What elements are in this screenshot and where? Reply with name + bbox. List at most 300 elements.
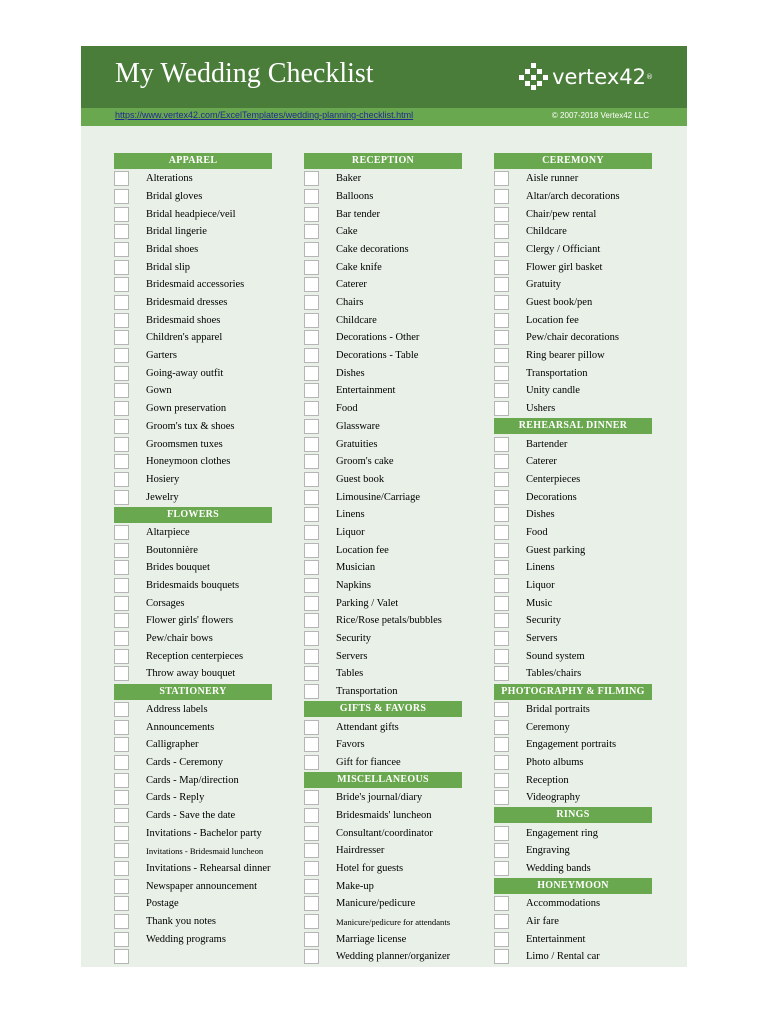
item-checkbox[interactable] — [304, 684, 319, 699]
checklist-item — [304, 295, 462, 311]
checklist-item — [494, 524, 652, 540]
checklist-item — [114, 701, 272, 717]
checklist-item — [114, 365, 272, 381]
item-checkbox[interactable] — [114, 755, 129, 770]
item-checkbox[interactable] — [114, 437, 129, 452]
item-checkbox[interactable] — [494, 348, 509, 363]
checklist-item — [494, 383, 652, 399]
item-checkbox[interactable] — [114, 649, 129, 664]
item-checkbox[interactable] — [304, 277, 319, 292]
item-label: Honeymoon clothes — [146, 456, 231, 468]
checklist-item — [494, 613, 652, 629]
checklist-item — [304, 896, 462, 912]
item-label: Ushers — [526, 403, 556, 415]
item-checkbox[interactable] — [304, 525, 319, 540]
checklist-item — [114, 631, 272, 647]
item-label: Childcare — [526, 226, 567, 238]
checklist-item — [304, 560, 462, 576]
item-label: Musician — [336, 562, 376, 574]
section-header: PHOTOGRAPHY & FILMING — [494, 684, 652, 700]
item-label: Bridesmaids bouquets — [146, 580, 240, 591]
item-checkbox[interactable] — [304, 543, 319, 558]
checklist-item — [114, 666, 272, 682]
item-label: Unity candle — [526, 385, 580, 397]
item-checkbox[interactable] — [114, 737, 129, 752]
checklist-item — [114, 560, 272, 576]
item-label: Postage — [146, 898, 179, 910]
checklist-item — [304, 825, 462, 841]
logo-text: vertex42 — [552, 65, 646, 89]
checklist-item — [304, 436, 462, 452]
checklist-item — [304, 454, 462, 470]
item-checkbox[interactable] — [494, 437, 509, 452]
checklist-item — [494, 666, 652, 682]
item-checkbox[interactable] — [304, 472, 319, 487]
item-checkbox[interactable] — [114, 171, 129, 186]
checklist-item — [114, 171, 272, 187]
item-label: Location fee — [336, 544, 389, 556]
item-checkbox[interactable] — [114, 773, 129, 788]
item-label: Bridal lingerie — [146, 226, 207, 238]
item-label: Flower girl basket — [526, 261, 603, 273]
item-checkbox[interactable] — [114, 207, 129, 222]
item-label: Boutonnière — [146, 544, 198, 556]
item-checkbox[interactable] — [494, 613, 509, 628]
checklist-item — [304, 737, 462, 753]
item-label: Address labels — [146, 703, 208, 715]
checklist-item — [114, 383, 272, 399]
checklist-item — [114, 825, 272, 841]
item-label: Gown — [146, 385, 172, 397]
item-checkbox[interactable] — [114, 808, 129, 823]
item-label: Guest book/pen — [526, 297, 593, 308]
checklist-item — [114, 896, 272, 912]
item-label: Baker — [336, 173, 362, 185]
item-checkbox[interactable] — [494, 383, 509, 398]
item-checkbox[interactable] — [114, 843, 129, 858]
item-checkbox[interactable] — [304, 755, 319, 770]
item-label: Bridal slip — [146, 261, 191, 273]
item-checkbox[interactable] — [114, 543, 129, 558]
checklist-item — [494, 861, 652, 877]
item-checkbox[interactable] — [304, 896, 319, 911]
section-header: GIFTS & FAVORS — [304, 701, 462, 717]
item-checkbox[interactable] — [304, 419, 319, 434]
checklist-item — [114, 471, 272, 487]
item-checkbox[interactable] — [114, 896, 129, 911]
item-label: Food — [336, 403, 358, 415]
checklist-column-2 — [304, 153, 462, 967]
item-label: Wedding planner/organizer — [336, 951, 451, 963]
checklist-item — [304, 277, 462, 293]
item-label: Decorations - Other — [336, 332, 420, 344]
checklist-item — [304, 348, 462, 364]
item-checkbox[interactable] — [114, 348, 129, 363]
item-label: Security — [336, 633, 371, 645]
checklist-item — [494, 259, 652, 275]
checklist-item — [494, 348, 652, 364]
item-checkbox[interactable] — [114, 560, 129, 575]
checklist-item — [304, 489, 462, 505]
checklist-item — [304, 542, 462, 558]
checklist-item — [494, 631, 652, 647]
item-checkbox[interactable] — [494, 507, 509, 522]
item-checkbox[interactable] — [304, 366, 319, 381]
item-checkbox[interactable] — [494, 790, 509, 805]
item-label: Aisle runner — [526, 173, 579, 185]
item-checkbox[interactable] — [304, 720, 319, 735]
checklist-item — [494, 365, 652, 381]
item-checkbox[interactable] — [304, 914, 319, 929]
item-label: Bridal portraits — [526, 703, 590, 715]
checklist-item — [304, 171, 462, 187]
item-checkbox[interactable] — [494, 932, 509, 947]
checklist-item — [494, 188, 652, 204]
template-link[interactable]: https://www.vertex42.com/ExcelTemplates/wedding-planning-checklist.html — [115, 110, 414, 120]
item-label: Invitations - Bridesmaid luncheon — [146, 845, 264, 856]
item-checkbox[interactable] — [494, 737, 509, 752]
item-label: Linens — [336, 509, 365, 521]
checklist-item — [304, 684, 462, 700]
item-label: Manicure/pedicure — [336, 898, 416, 910]
item-checkbox[interactable] — [304, 348, 319, 363]
item-label: Gratuities — [336, 438, 378, 450]
item-label: Servers — [526, 633, 558, 645]
item-label: Invitations - Bachelor party — [146, 827, 262, 839]
checklist-item — [304, 949, 462, 965]
section-header: APPAREL — [114, 153, 272, 169]
section-header: FLOWERS — [114, 507, 272, 523]
checklist-item — [494, 790, 652, 806]
item-label: Bridal headpiece/veil — [146, 208, 236, 220]
checklist-item — [494, 825, 652, 841]
item-checkbox[interactable] — [494, 242, 509, 257]
item-label: Cards - Map/direction — [146, 774, 239, 786]
item-checkbox[interactable] — [304, 490, 319, 505]
item-checkbox[interactable] — [494, 560, 509, 575]
item-checkbox[interactable] — [304, 260, 319, 275]
checklist-item — [494, 542, 652, 558]
item-checkbox[interactable] — [114, 949, 129, 964]
checklist-item — [114, 719, 272, 735]
item-label: Children's apparel — [146, 332, 223, 344]
item-checkbox[interactable] — [304, 596, 319, 611]
item-checkbox[interactable] — [304, 224, 319, 239]
checklist-item — [494, 701, 652, 717]
checklist-item — [114, 595, 272, 611]
checklist-item — [304, 878, 462, 894]
item-label: Groom's cake — [336, 456, 394, 468]
item-checkbox[interactable] — [494, 896, 509, 911]
item-checkbox[interactable] — [494, 631, 509, 646]
checklist-item — [304, 914, 462, 930]
item-label: Wedding bands — [526, 863, 591, 874]
item-label: Newspaper announcement — [146, 880, 258, 892]
item-checkbox[interactable] — [304, 578, 319, 593]
item-checkbox[interactable] — [494, 755, 509, 770]
item-checkbox[interactable] — [304, 207, 319, 222]
item-label: Guest parking — [526, 544, 586, 556]
checklist-item — [114, 878, 272, 894]
item-checkbox[interactable] — [304, 808, 319, 823]
item-checkbox[interactable] — [304, 861, 319, 876]
checklist-item — [304, 666, 462, 682]
item-checkbox[interactable] — [304, 507, 319, 522]
checklist-page — [81, 46, 687, 967]
checklist-item — [114, 772, 272, 788]
checklist-item — [114, 295, 272, 311]
item-label: Glassware — [336, 420, 380, 432]
checklist-item — [114, 949, 272, 965]
item-label: Consultant/coordinator — [336, 827, 433, 839]
checklist-item — [304, 790, 462, 806]
item-label: Napkins — [336, 580, 371, 591]
checklist-item — [494, 578, 652, 594]
item-label: Clergy / Officiant — [526, 243, 601, 255]
item-checkbox[interactable] — [114, 490, 129, 505]
item-checkbox[interactable] — [494, 189, 509, 204]
item-checkbox[interactable] — [304, 666, 319, 681]
item-checkbox[interactable] — [114, 720, 129, 735]
item-checkbox[interactable] — [494, 720, 509, 735]
item-label: Chair/pew rental — [526, 208, 597, 220]
item-label: Ceremony — [526, 721, 570, 733]
item-checkbox[interactable] — [494, 171, 509, 186]
item-checkbox[interactable] — [304, 401, 319, 416]
item-label: Engagement portraits — [526, 739, 617, 751]
item-checkbox[interactable] — [304, 454, 319, 469]
section-header: HONEYMOON — [494, 878, 652, 894]
item-checkbox[interactable] — [494, 861, 509, 876]
checklist-item — [494, 772, 652, 788]
item-checkbox[interactable] — [494, 702, 509, 717]
checklist-item — [304, 931, 462, 947]
item-label: Bar tender — [336, 208, 381, 220]
item-checkbox[interactable] — [114, 330, 129, 345]
item-checkbox[interactable] — [304, 932, 319, 947]
item-checkbox[interactable] — [114, 631, 129, 646]
item-label: Corsages — [146, 597, 185, 609]
item-checkbox[interactable] — [304, 383, 319, 398]
item-checkbox[interactable] — [494, 666, 509, 681]
item-label: Thank you notes — [146, 916, 216, 928]
item-checkbox[interactable] — [304, 613, 319, 628]
item-checkbox[interactable] — [114, 383, 129, 398]
item-label: Throw away bouquet — [146, 668, 236, 680]
item-label: Marriage license — [336, 933, 407, 945]
item-checkbox[interactable] — [494, 596, 509, 611]
item-checkbox[interactable] — [494, 224, 509, 239]
item-checkbox[interactable] — [114, 472, 129, 487]
item-checkbox[interactable] — [114, 790, 129, 805]
item-checkbox[interactable] — [304, 843, 319, 858]
item-checkbox[interactable] — [494, 543, 509, 558]
item-label: Cards - Reply — [146, 792, 205, 804]
item-label: Cake decorations — [336, 243, 409, 255]
checklist-item — [304, 206, 462, 222]
item-label: Pew/chair bows — [146, 633, 213, 645]
item-checkbox[interactable] — [304, 295, 319, 310]
item-checkbox[interactable] — [494, 207, 509, 222]
item-checkbox[interactable] — [114, 826, 129, 841]
checklist-item — [114, 790, 272, 806]
item-checkbox[interactable] — [114, 189, 129, 204]
checklist-item — [494, 507, 652, 523]
item-checkbox[interactable] — [494, 313, 509, 328]
item-label: Cake — [336, 226, 358, 238]
item-checkbox[interactable] — [304, 437, 319, 452]
item-checkbox[interactable] — [304, 313, 319, 328]
item-checkbox[interactable] — [114, 596, 129, 611]
item-label: Cards - Save the date — [146, 809, 236, 821]
item-checkbox[interactable] — [494, 525, 509, 540]
item-checkbox[interactable] — [494, 914, 509, 929]
item-checkbox[interactable] — [304, 560, 319, 575]
item-label: Linens — [526, 562, 555, 574]
checklist-item — [304, 578, 462, 594]
checklist-item — [304, 259, 462, 275]
checklist-item — [494, 436, 652, 452]
item-checkbox[interactable] — [114, 295, 129, 310]
item-label: Guest book — [336, 473, 385, 485]
item-checkbox[interactable] — [114, 366, 129, 381]
item-checkbox[interactable] — [304, 330, 319, 345]
item-label: Attendant gifts — [336, 721, 399, 733]
item-checkbox[interactable] — [114, 277, 129, 292]
item-checkbox[interactable] — [114, 260, 129, 275]
item-label: Balloons — [336, 190, 374, 202]
checklist-item — [114, 277, 272, 293]
item-checkbox[interactable] — [304, 171, 319, 186]
item-checkbox[interactable] — [114, 578, 129, 593]
item-checkbox[interactable] — [304, 879, 319, 894]
item-checkbox[interactable] — [494, 366, 509, 381]
checklist-item — [114, 931, 272, 947]
item-label: Engagement ring — [526, 827, 599, 839]
item-label: Engraving — [526, 845, 570, 857]
item-label: Brides bouquet — [146, 562, 210, 574]
item-checkbox[interactable] — [494, 277, 509, 292]
checklist-item — [494, 489, 652, 505]
checklist-item — [494, 277, 652, 293]
item-checkbox[interactable] — [494, 949, 509, 964]
item-label: Altar/arch decorations — [526, 190, 620, 202]
item-checkbox[interactable] — [114, 932, 129, 947]
item-checkbox[interactable] — [114, 879, 129, 894]
item-checkbox[interactable] — [114, 666, 129, 681]
checklist-item — [304, 312, 462, 328]
item-label: Bridesmaid dresses — [146, 297, 228, 308]
item-label: Gown preservation — [146, 403, 227, 415]
item-label: Caterer — [526, 456, 557, 468]
item-checkbox[interactable] — [494, 454, 509, 469]
item-label: Servers — [336, 650, 368, 662]
item-label: Sound system — [526, 650, 585, 662]
item-checkbox[interactable] — [114, 224, 129, 239]
item-checkbox[interactable] — [494, 773, 509, 788]
item-label: Gift for fiancee — [336, 756, 401, 768]
copyright-text: © 2007-2018 Vertex42 LLC — [551, 111, 649, 120]
item-label: Bridal shoes — [146, 243, 199, 255]
checklist-item — [114, 418, 272, 434]
item-checkbox[interactable] — [304, 189, 319, 204]
item-checkbox[interactable] — [494, 472, 509, 487]
item-checkbox[interactable] — [114, 702, 129, 717]
item-checkbox[interactable] — [304, 737, 319, 752]
checklist-column-1 — [114, 153, 272, 967]
item-checkbox[interactable] — [494, 649, 509, 664]
item-checkbox[interactable] — [114, 613, 129, 628]
item-checkbox[interactable] — [114, 454, 129, 469]
item-checkbox[interactable] — [114, 525, 129, 540]
header-bar — [81, 46, 687, 108]
item-checkbox[interactable] — [494, 826, 509, 841]
item-checkbox[interactable] — [114, 861, 129, 876]
item-checkbox[interactable] — [494, 295, 509, 310]
checklist-item — [494, 595, 652, 611]
item-label: Cake knife — [336, 261, 382, 273]
item-label: Limo / Rental car — [526, 951, 600, 963]
item-checkbox[interactable] — [494, 260, 509, 275]
checklist-item — [304, 418, 462, 434]
item-label: Chairs — [336, 297, 364, 308]
checklist-item — [494, 931, 652, 947]
item-checkbox[interactable] — [304, 790, 319, 805]
checklist-item — [304, 524, 462, 540]
item-checkbox[interactable] — [114, 242, 129, 257]
item-label: Bride's journal/diary — [336, 792, 423, 804]
item-label: Manicure/pedicure for attendants — [336, 916, 451, 927]
checklist-item — [494, 206, 652, 222]
item-label: Dishes — [526, 509, 555, 521]
item-label: Parking / Valet — [336, 597, 399, 609]
checklist-item — [114, 348, 272, 364]
item-checkbox[interactable] — [114, 313, 129, 328]
checklist-item — [494, 241, 652, 257]
item-checkbox[interactable] — [114, 914, 129, 929]
item-checkbox[interactable] — [494, 330, 509, 345]
checklist-item — [494, 171, 652, 187]
item-label: Altarpiece — [146, 526, 190, 538]
checklist-item — [114, 330, 272, 346]
checklist-item — [114, 312, 272, 328]
item-checkbox[interactable] — [304, 649, 319, 664]
item-label: Photo albums — [526, 756, 584, 768]
item-checkbox[interactable] — [494, 401, 509, 416]
checklist-item — [494, 648, 652, 664]
item-checkbox[interactable] — [494, 578, 509, 593]
item-checkbox[interactable] — [494, 490, 509, 505]
item-checkbox[interactable] — [304, 949, 319, 964]
item-label: Caterer — [336, 279, 367, 291]
checklist-item — [114, 524, 272, 540]
item-checkbox[interactable] — [304, 826, 319, 841]
section-header: MISCELLANEOUS — [304, 772, 462, 788]
item-label: Bridesmaid shoes — [146, 314, 221, 326]
item-checkbox[interactable] — [304, 631, 319, 646]
item-label: Going-away outfit — [146, 367, 224, 379]
checklist-item — [114, 542, 272, 558]
checklist-item — [494, 914, 652, 930]
item-checkbox[interactable] — [304, 242, 319, 257]
item-checkbox[interactable] — [114, 401, 129, 416]
checklist-item — [304, 471, 462, 487]
checklist-item — [304, 719, 462, 735]
checklist-item — [304, 507, 462, 523]
checklist-item — [114, 401, 272, 417]
item-checkbox[interactable] — [494, 843, 509, 858]
item-checkbox[interactable] — [114, 419, 129, 434]
